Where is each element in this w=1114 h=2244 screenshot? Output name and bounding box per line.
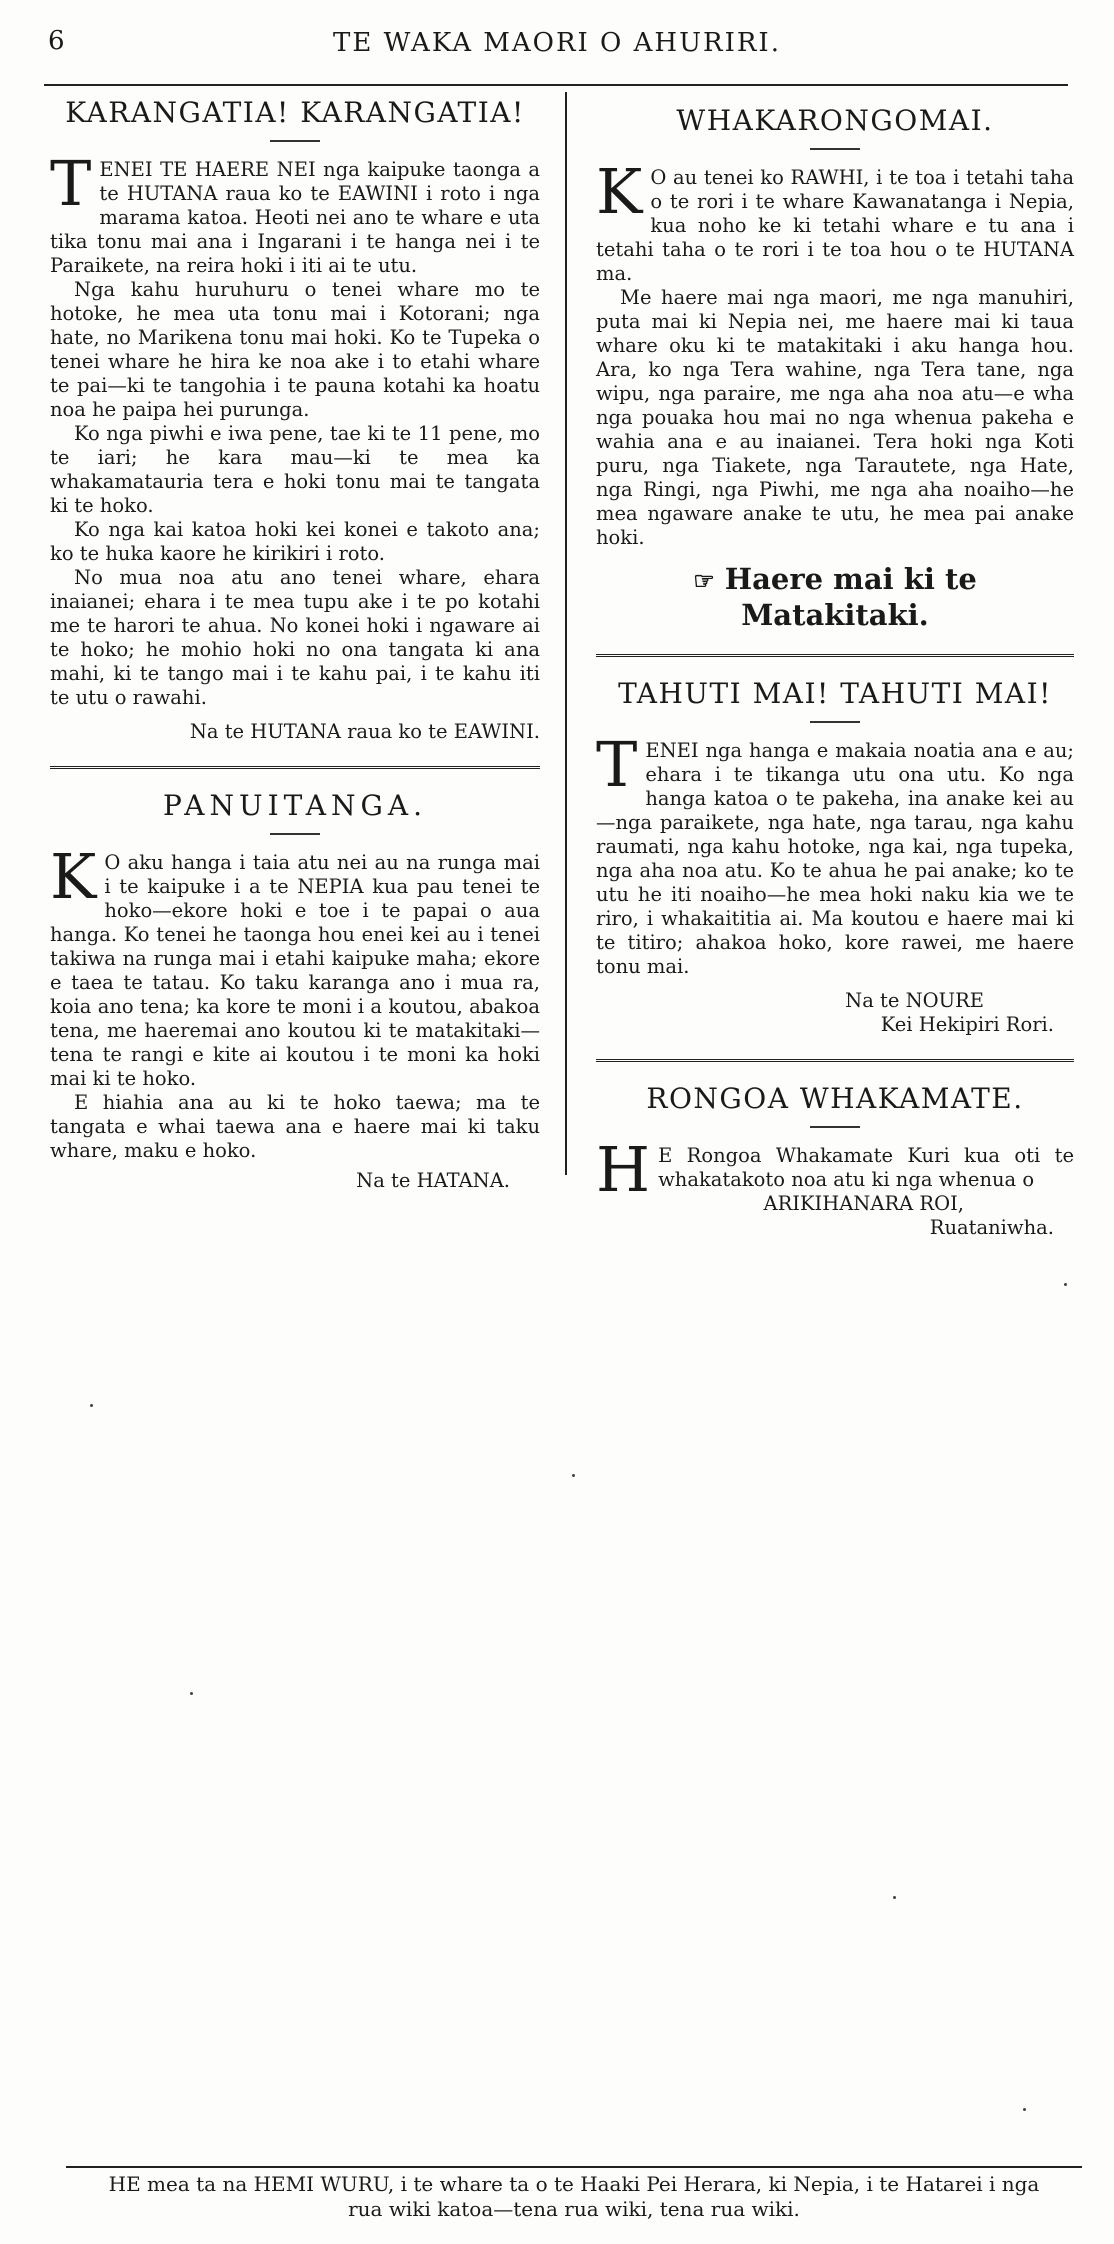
dropcap: H <box>596 1133 651 1206</box>
short-rule <box>810 1126 860 1128</box>
print-speck <box>90 1404 93 1407</box>
short-rule <box>270 833 320 835</box>
print-speck <box>1064 1283 1067 1286</box>
imprint-line-2: rua wiki katoa—tena rua wiki, tena rua wiki. <box>348 2197 800 2221</box>
rongoa-place: Ruataniwha. <box>929 1216 1054 1239</box>
rongoa-paragraph-1: H E Rongoa Whakamate Kuri kua oti te whakatakoto noa atu ki nga whenua o <box>596 1133 1074 1206</box>
short-rule <box>810 721 860 723</box>
panuitanga-heading: PANUITANGA. <box>162 789 427 822</box>
top-rule <box>44 84 1068 86</box>
page-number: 6 <box>48 26 65 56</box>
dropcap: K <box>50 840 97 913</box>
karangatia-paragraph-1: TENEI TE HAERE NEI nga kaipuke taonga a te HUTANA raua ko te EAWINI i roto i nga marama katoa. Heoti nei ano te whare e uta tika tonu mai ana i Ingarani i te hanga nei i te Paraikete, na reira hoki i iti ai te utu. <box>50 147 540 277</box>
tahuti-paragraph-1: TENEI nga hanga e makaia noatia ana e au; ehara i te tikanga utu ona utu. Ko nga hanga katoa o te pakeha, ina anake kei au—nga paraikete, nga hate, nga tarau, nga kahu raumati, nga kahu hotoke, nga kai, nga tupeka, nga aha noa atu. Ko te ahua he pai anake; ko te utu he iti noaiho—he mea hoki naku kia we te riro, i whakaititia ai. Ma koutou e haere mai ki te titiro; ahakoa hoko, kore rawei, me haere tonu mai. <box>596 728 1074 978</box>
tahuti-signature: Na te NOURE <box>845 989 984 1012</box>
print-speck <box>1023 2108 1026 2111</box>
short-rule <box>810 148 860 150</box>
dropcap: T <box>50 147 92 220</box>
karangatia-paragraph-3: Ko nga piwhi e iwa pene, tae ki te 11 pene, mo te iari; he kara mau—ki te mea ka whakamatauria tera e hoki tonu mai te tangata ki te hoko. <box>50 422 540 517</box>
running-head: TE WAKA MAORI O AHURIRI. <box>333 28 781 58</box>
dropcap: T <box>596 728 638 801</box>
rongoa-name: ARIKIHANARA ROI, <box>763 1192 964 1215</box>
whakarongomai-callout: ☞ Haere mai ki te Matakitaki. <box>693 562 977 632</box>
right-column <box>596 104 1074 1240</box>
section-separator <box>50 766 540 769</box>
tahuti-location: Kei Hekipiri Rori. <box>880 1013 1054 1036</box>
section-separator <box>596 654 1074 657</box>
column-divider <box>565 92 567 1175</box>
short-rule <box>270 140 320 142</box>
karangatia-signature: Na te HUTANA raua ko te EAWINI. <box>189 720 540 743</box>
karangatia-paragraph-2: Nga kahu huruhuru o tenei whare mo te hotoke, he mea uta tonu mai i Kotorani; nga hate, no Marikena tonu mai hoki. Ko te Tupeka o tenei whare he hira ke noa ake i to etahi whare te pai—ki te tangohia i te pauna kotahi ka hoatu noa he paipa hei purunga. <box>50 278 540 421</box>
panuitanga-paragraph-1: K O aku hanga i taia atu nei au na runga mai i te kaipuke i a te NEPIA kua pau tenei te hoko—ekore hoki e toe i te papai o aua hanga. Ko tenei he taonga hou enei kei au i tenei takiwa na runga mai i etahi kaipuke maha; ekore e taea te tatau. Ko taku karanga ano i mua ra, koia ano tena; ka kore te moni i a koutou, abakoa tena, me haeremai ano koutou ki te matakitaki—tena te rangi e kite ai koutou i te moni ka hoki mai ki te hoko. <box>50 840 540 1090</box>
panuitanga-signature: Na te HATANA. <box>356 1169 510 1192</box>
section-separator <box>596 1059 1074 1062</box>
karangatia-paragraph-4: Ko nga kai katoa hoki kei konei e takoto ana; ko te huka kaore he kirikiri i roto. <box>50 518 540 565</box>
footer-rule <box>66 2166 1082 2168</box>
dropcap: K <box>596 155 643 228</box>
left-column <box>50 96 540 1193</box>
imprint-line-1: HE mea ta na HEMI WURU, i te whare ta o te Haaki Pei Herara, ki Nepia, i te Hatarei i nga <box>108 2172 1040 2196</box>
karangatia-paragraph-5: No mua noa atu ano tenei whare, ehara inaianei; ehara i te mea tupu ake i te po kotahi me te harori te ahua. No konei hoki i ngaware ai te hoko; he mohio hoki no ona tangata ki ana mahi, ki te tango mai i te kahu pai, i te kahu iti te utu o rawahi. <box>50 566 540 709</box>
print-speck <box>893 1896 896 1899</box>
whakarongomai-paragraph-1: K O au tenei ko RAWHI, i te toa i tetahi taha o te rori i te whare Kawanatanga i Nepia, kua noho ke ki tetahi whare e tu ana i tetahi taha o te rori i te toa hou o te HUTANA ma. <box>596 155 1074 285</box>
panuitanga-paragraph-2: E hiahia ana au ki te hoko taewa; ma te tangata e whai taewa ana e haere mai ki taku whare, maku e hoko. <box>50 1091 540 1162</box>
tahuti-heading: TAHUTI MAI! TAHUTI MAI! <box>618 677 1052 710</box>
pointing-hand-icon: ☞ <box>693 566 715 595</box>
imprint-footer <box>66 2172 1082 2222</box>
karangatia-heading: KARANGATIA! KARANGATIA! <box>65 96 525 129</box>
print-speck <box>190 1692 193 1695</box>
print-speck <box>572 1474 575 1477</box>
whakarongomai-paragraph-2: Me haere mai nga maori, me nga manuhiri, puta mai ki Nepia nei, me haere mai ki taua whare oku ki te matakitaki i aku hanga hou. Ara, ko nga Tera wahine, nga Tera tane, nga wipu, nga paraire, me nga aha noa atu—e wha nga pouaka hou mai no nga whenua pakeha e wahia ana e au inaianei. Tera hoki nga Koti puru, nga Tiakete, nga Tarautete, nga Hate, nga Ringi, nga Piwhi, me nga aha noaiho—he mea ngaware anake te utu, he mea pai anake hoki. <box>596 286 1074 549</box>
whakarongomai-heading: WHAKARONGOMAI. <box>676 104 994 137</box>
rongoa-heading: RONGOA WHAKAMATE. <box>646 1082 1024 1115</box>
